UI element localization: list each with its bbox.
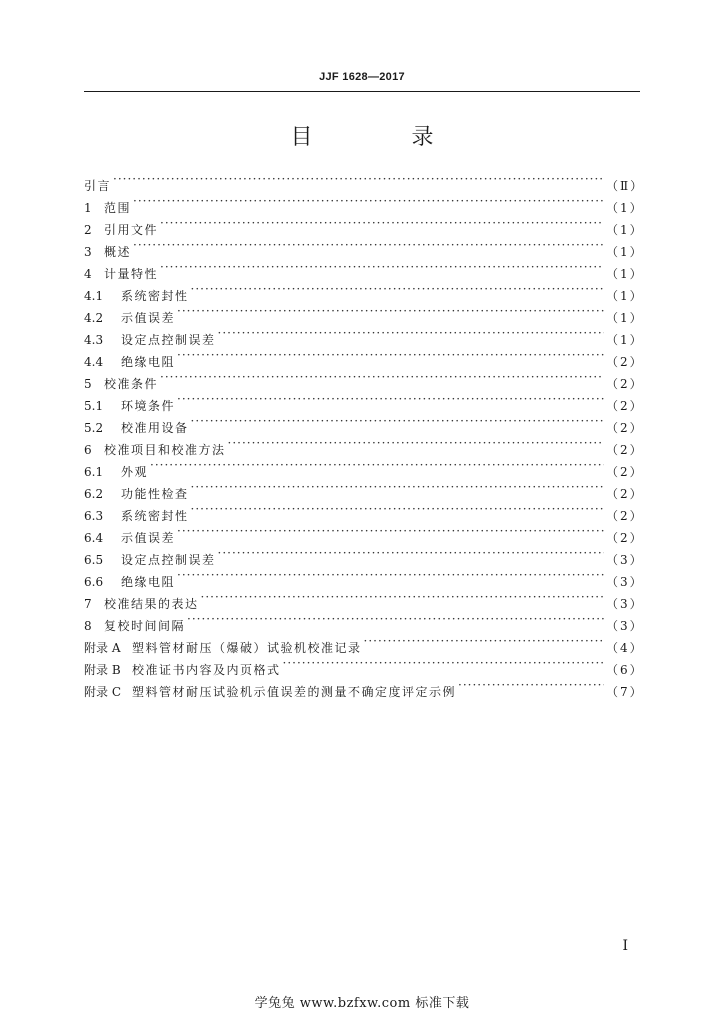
page-number: I	[622, 938, 628, 954]
toc-entry-number: 5.2	[84, 421, 104, 435]
toc-entry-label: 塑料管材耐压（爆破）试验机校准记录	[132, 641, 362, 655]
toc-entry-label: 设定点控制误差	[121, 333, 216, 347]
toc-entry-page: （Ⅱ）	[606, 179, 645, 193]
toc-entry-page: （2）	[606, 377, 644, 391]
toc-entry-page: （6）	[606, 663, 644, 677]
toc-entry-number: 6.1	[84, 465, 104, 479]
toc-leader-dots	[218, 542, 604, 564]
toc-leader-dots	[160, 366, 604, 388]
toc-entry-number: 6.4	[84, 531, 104, 545]
toc-entry-number: 4	[84, 267, 92, 281]
toc-entry[interactable]	[84, 366, 644, 391]
toc-title: 目 录	[290, 125, 480, 150]
toc-entry-page: （1）	[606, 223, 644, 237]
toc-leader-dots	[201, 586, 604, 608]
toc-leader-dots	[177, 564, 604, 586]
toc-entry-label: 引言	[84, 179, 112, 193]
toc-entry-number: 4.1	[84, 289, 104, 303]
table-of-contents	[84, 168, 645, 699]
toc-leader-dots	[218, 322, 604, 344]
toc-entry-number: 6.5	[84, 553, 104, 567]
toc-entry-label: 计量特性	[104, 267, 159, 281]
toc-entry-number: 5.1	[84, 399, 104, 413]
toc-entry-label: 系统密封性	[121, 289, 189, 303]
toc-entry-page: （2）	[606, 465, 644, 479]
toc-leader-dots	[364, 630, 604, 652]
toc-entry-page: （2）	[606, 355, 644, 369]
toc-leader-dots	[150, 454, 604, 476]
toc-leader-dots	[160, 212, 604, 234]
toc-entry-page: （3）	[606, 553, 644, 567]
toc-entry-page: （2）	[606, 509, 644, 523]
toc-leader-dots	[177, 344, 604, 366]
toc-entry-label: 校准条件	[104, 377, 159, 391]
toc-entry-number: 6.6	[84, 575, 104, 589]
toc-entry-page: （3）	[606, 575, 644, 589]
toc-entry-page: （2）	[606, 531, 644, 545]
toc-entry-label: 绝缘电阻	[121, 575, 176, 589]
toc-entry-number: 8	[84, 619, 92, 633]
toc-entry-number: 4.4	[84, 355, 104, 369]
toc-leader-dots	[133, 190, 604, 212]
toc-entry-page: （2）	[606, 443, 644, 457]
toc-entry[interactable]	[84, 212, 644, 237]
toc-entry-number: 附录 C	[84, 685, 121, 699]
toc-entry-page: （1）	[606, 245, 644, 259]
toc-entry-page: （3）	[606, 619, 644, 633]
toc-leader-dots	[160, 256, 604, 278]
toc-entry-label: 范围	[104, 201, 132, 215]
toc-entry-page: （2）	[606, 399, 644, 413]
toc-leader-dots	[177, 300, 604, 322]
toc-entry-label: 复校时间间隔	[104, 619, 186, 633]
toc-entry-label: 概述	[104, 245, 132, 259]
toc-entry-page: （1）	[606, 311, 644, 325]
toc-entry-number: 4.3	[84, 333, 104, 347]
toc-entry[interactable]	[84, 454, 644, 479]
toc-entry-label: 示值误差	[121, 531, 176, 545]
toc-entry-number: 附录 A	[84, 641, 121, 655]
toc-entry[interactable]	[84, 278, 644, 303]
toc-entry-page: （1）	[606, 333, 644, 347]
toc-leader-dots	[113, 168, 604, 190]
toc-entry-number: 6.3	[84, 509, 104, 523]
toc-entry-page: （1）	[606, 201, 644, 215]
toc-entry-number: 附录 B	[84, 663, 121, 677]
toc-entry-page: （1）	[606, 267, 644, 281]
toc-entry-number: 6	[84, 443, 92, 457]
toc-entry[interactable]	[84, 476, 644, 501]
toc-entry-label: 引用文件	[104, 223, 159, 237]
toc-entry-label: 校准项目和校准方法	[104, 443, 226, 457]
toc-entry[interactable]	[84, 168, 645, 193]
toc-entry-label: 校准证书内容及内页格式	[132, 663, 281, 677]
toc-entry-label: 外观	[121, 465, 149, 479]
toc-entry-label: 环境条件	[121, 399, 176, 413]
toc-leader-dots	[191, 278, 604, 300]
toc-entry-page: （1）	[606, 289, 644, 303]
toc-entry-label: 校准用设备	[121, 421, 189, 435]
toc-entry[interactable]	[84, 234, 644, 259]
toc-entry-label: 校准结果的表达	[104, 597, 199, 611]
toc-entry-number: 1	[84, 201, 92, 215]
toc-leader-dots	[177, 520, 604, 542]
toc-entry-page: （4）	[606, 641, 644, 655]
toc-entry-page: （2）	[606, 487, 644, 501]
toc-entry-label: 示值误差	[121, 311, 176, 325]
toc-entry-number: 6.2	[84, 487, 104, 501]
toc-leader-dots	[191, 498, 604, 520]
document-code: JJF 1628—2017	[319, 71, 405, 83]
footer-watermark: 学兔兔 www.bzfxw.com 标准下载	[254, 996, 470, 1011]
toc-entry-page: （2）	[606, 421, 644, 435]
toc-leader-dots	[228, 432, 604, 454]
toc-entry-label: 设定点控制误差	[121, 553, 216, 567]
toc-leader-dots	[191, 410, 604, 432]
toc-entry-label: 绝缘电阻	[121, 355, 176, 369]
toc-leader-dots	[283, 652, 604, 674]
toc-entry-page: （7）	[606, 685, 644, 699]
toc-entry-number: 2	[84, 223, 92, 237]
toc-entry-number: 7	[84, 597, 92, 611]
toc-entry-number: 4.2	[84, 311, 104, 325]
toc-entry[interactable]	[84, 256, 644, 281]
toc-leader-dots	[458, 674, 604, 696]
toc-entry-page: （3）	[606, 597, 644, 611]
toc-entry-number: 3	[84, 245, 92, 259]
toc-leader-dots	[177, 388, 604, 410]
toc-entry[interactable]	[84, 190, 644, 215]
toc-entry-label: 塑料管材耐压试验机示值误差的测量不确定度评定示例	[132, 685, 457, 699]
header-rule	[84, 91, 640, 92]
toc-leader-dots	[133, 234, 604, 256]
toc-entry-label: 功能性检查	[121, 487, 189, 501]
toc-entry-label: 系统密封性	[121, 509, 189, 523]
toc-leader-dots	[187, 608, 604, 630]
toc-entry[interactable]	[84, 388, 644, 413]
toc-leader-dots	[191, 476, 604, 498]
toc-entry-number: 5	[84, 377, 92, 391]
